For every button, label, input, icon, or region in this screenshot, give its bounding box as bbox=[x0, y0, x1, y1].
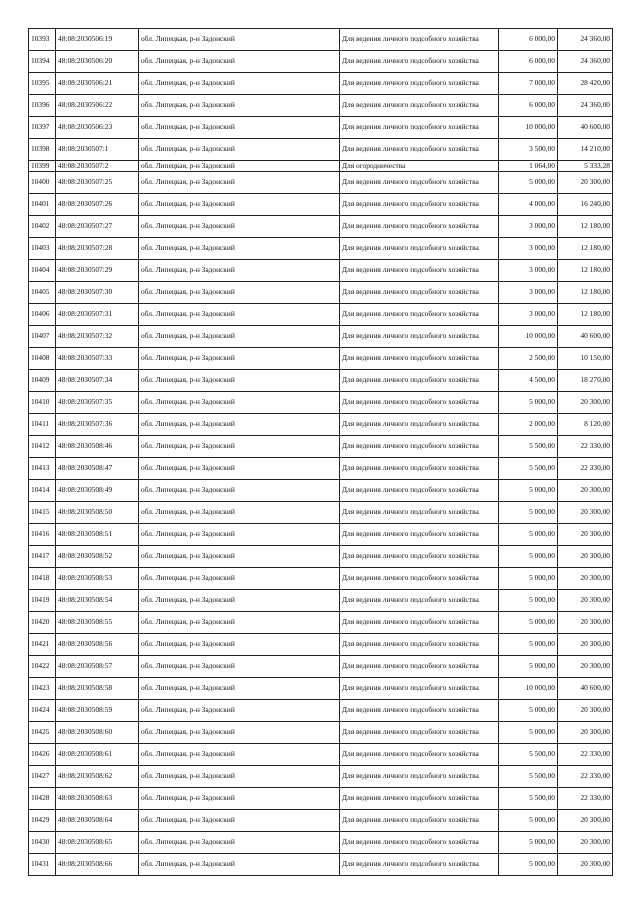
cadastral-value-cell: 40 600,00 bbox=[558, 326, 613, 348]
cadastral-number-cell: 48:08:2030506:20 bbox=[56, 51, 139, 73]
table-row bbox=[29, 744, 613, 766]
cadastral-value-cell: 28 420,00 bbox=[558, 73, 613, 95]
row-number-cell: 10427 bbox=[29, 766, 56, 788]
row-number-cell: 10406 bbox=[29, 304, 56, 326]
cadastral-number-cell: 48:08:2030508:46 bbox=[56, 436, 139, 458]
cadastral-number-cell: 48:08:2030508:63 bbox=[56, 788, 139, 810]
address-cell: обл. Липецкая, р-н Задонский bbox=[139, 524, 340, 546]
row-number-cell: 10414 bbox=[29, 480, 56, 502]
cadastral-value-cell: 8 120,00 bbox=[558, 414, 613, 436]
table-row bbox=[29, 502, 613, 524]
permitted-use-cell: Для ведения личного подсобного хозяйства bbox=[340, 832, 499, 854]
address-cell: обл. Липецкая, р-н Задонский bbox=[139, 744, 340, 766]
table-body bbox=[29, 29, 613, 876]
address-cell: обл. Липецкая, р-н Задонский bbox=[139, 502, 340, 524]
address-cell: обл. Липецкая, р-н Задонский bbox=[139, 700, 340, 722]
cadastral-number-cell: 48:08:2030507:35 bbox=[56, 392, 139, 414]
address-cell: обл. Липецкая, р-н Задонский bbox=[139, 612, 340, 634]
permitted-use-cell: Для ведения личного подсобного хозяйства bbox=[340, 238, 499, 260]
cadastral-value-cell: 20 300,00 bbox=[558, 832, 613, 854]
row-number-cell: 10413 bbox=[29, 458, 56, 480]
cadastral-value-cell: 20 300,00 bbox=[558, 634, 613, 656]
area-cell: 5 000,00 bbox=[499, 546, 558, 568]
cadastral-value-cell: 20 300,00 bbox=[558, 722, 613, 744]
area-cell: 5 000,00 bbox=[499, 480, 558, 502]
cadastral-number-cell: 48:08:2030508:53 bbox=[56, 568, 139, 590]
area-cell: 2 000,00 bbox=[499, 414, 558, 436]
address-cell: обл. Липецкая, р-н Задонский bbox=[139, 282, 340, 304]
address-cell: обл. Липецкая, р-н Задонский bbox=[139, 722, 340, 744]
permitted-use-cell: Для ведения личного подсобного хозяйства bbox=[340, 117, 499, 139]
table-row bbox=[29, 546, 613, 568]
table-row bbox=[29, 117, 613, 139]
row-number-cell: 10405 bbox=[29, 282, 56, 304]
cadastral-value-cell: 20 300,00 bbox=[558, 854, 613, 876]
row-number-cell: 10421 bbox=[29, 634, 56, 656]
permitted-use-cell: Для ведения личного подсобного хозяйства bbox=[340, 348, 499, 370]
area-cell: 4 500,00 bbox=[499, 370, 558, 392]
address-cell: обл. Липецкая, р-н Задонский bbox=[139, 326, 340, 348]
cadastral-value-cell: 20 300,00 bbox=[558, 392, 613, 414]
address-cell: обл. Липецкая, р-н Задонский bbox=[139, 51, 340, 73]
table-row bbox=[29, 139, 613, 161]
address-cell: обл. Липецкая, р-н Задонский bbox=[139, 480, 340, 502]
address-cell: обл. Липецкая, р-н Задонский bbox=[139, 788, 340, 810]
area-cell: 1 064,00 bbox=[499, 161, 558, 172]
row-number-cell: 10410 bbox=[29, 392, 56, 414]
permitted-use-cell: Для ведения личного подсобного хозяйства bbox=[340, 194, 499, 216]
address-cell: обл. Липецкая, р-н Задонский bbox=[139, 304, 340, 326]
area-cell: 3 500,00 bbox=[499, 139, 558, 161]
row-number-cell: 10401 bbox=[29, 194, 56, 216]
cadastral-number-cell: 48:08:2030506:21 bbox=[56, 73, 139, 95]
permitted-use-cell: Для ведения личного подсобного хозяйства bbox=[340, 810, 499, 832]
area-cell: 5 000,00 bbox=[499, 568, 558, 590]
address-cell: обл. Липецкая, р-н Задонский bbox=[139, 161, 340, 172]
cadastral-number-cell: 48:08:2030508:50 bbox=[56, 502, 139, 524]
cadastral-value-cell: 12 180,00 bbox=[558, 282, 613, 304]
cadastral-value-cell: 40 600,00 bbox=[558, 117, 613, 139]
address-cell: обл. Липецкая, р-н Задонский bbox=[139, 414, 340, 436]
address-cell: обл. Липецкая, р-н Задонский bbox=[139, 172, 340, 194]
row-number-cell: 10407 bbox=[29, 326, 56, 348]
cadastral-value-cell: 20 300,00 bbox=[558, 590, 613, 612]
address-cell: обл. Липецкая, р-н Задонский bbox=[139, 766, 340, 788]
cadastral-value-cell: 22 330,00 bbox=[558, 436, 613, 458]
cadastral-value-cell: 24 360,00 bbox=[558, 95, 613, 117]
permitted-use-cell: Для ведения личного подсобного хозяйства bbox=[340, 458, 499, 480]
table-row bbox=[29, 260, 613, 282]
permitted-use-cell: Для ведения личного подсобного хозяйства bbox=[340, 216, 499, 238]
cadastral-value-cell: 20 300,00 bbox=[558, 656, 613, 678]
area-cell: 10 000,00 bbox=[499, 326, 558, 348]
area-cell: 3 000,00 bbox=[499, 260, 558, 282]
permitted-use-cell: Для ведения личного подсобного хозяйства bbox=[340, 546, 499, 568]
cadastral-number-cell: 48:08:2030508:51 bbox=[56, 524, 139, 546]
permitted-use-cell: Для ведения личного подсобного хозяйства bbox=[340, 172, 499, 194]
row-number-cell: 10416 bbox=[29, 524, 56, 546]
table-row bbox=[29, 656, 613, 678]
table-row bbox=[29, 73, 613, 95]
row-number-cell: 10426 bbox=[29, 744, 56, 766]
address-cell: обл. Липецкая, р-н Задонский bbox=[139, 216, 340, 238]
area-cell: 3 000,00 bbox=[499, 282, 558, 304]
row-number-cell: 10417 bbox=[29, 546, 56, 568]
area-cell: 5 000,00 bbox=[499, 590, 558, 612]
area-cell: 3 000,00 bbox=[499, 238, 558, 260]
address-cell: обл. Липецкая, р-н Задонский bbox=[139, 634, 340, 656]
cadastral-value-cell: 14 210,00 bbox=[558, 139, 613, 161]
cadastral-value-cell: 22 330,00 bbox=[558, 766, 613, 788]
area-cell: 5 500,00 bbox=[499, 744, 558, 766]
permitted-use-cell: Для ведения личного подсобного хозяйства bbox=[340, 51, 499, 73]
cadastral-value-cell: 24 360,00 bbox=[558, 29, 613, 51]
cadastral-number-cell: 48:08:2030508:57 bbox=[56, 656, 139, 678]
cadastral-number-cell: 48:08:2030508:52 bbox=[56, 546, 139, 568]
cadastral-number-cell: 48:08:2030508:61 bbox=[56, 744, 139, 766]
row-number-cell: 10396 bbox=[29, 95, 56, 117]
cadastral-value-cell: 22 330,00 bbox=[558, 458, 613, 480]
table-row bbox=[29, 392, 613, 414]
area-cell: 4 000,00 bbox=[499, 194, 558, 216]
permitted-use-cell: Для ведения личного подсобного хозяйства bbox=[340, 73, 499, 95]
cadastral-number-cell: 48:08:2030507:33 bbox=[56, 348, 139, 370]
cadastral-value-cell: 20 300,00 bbox=[558, 480, 613, 502]
cadastral-number-cell: 48:08:2030508:59 bbox=[56, 700, 139, 722]
cadastral-number-cell: 48:08:2030508:64 bbox=[56, 810, 139, 832]
address-cell: обл. Липецкая, р-н Задонский bbox=[139, 568, 340, 590]
permitted-use-cell: Для ведения личного подсобного хозяйства bbox=[340, 436, 499, 458]
permitted-use-cell: Для ведения личного подсобного хозяйства bbox=[340, 392, 499, 414]
permitted-use-cell: Для ведения личного подсобного хозяйства bbox=[340, 414, 499, 436]
permitted-use-cell: Для ведения личного подсобного хозяйства bbox=[340, 260, 499, 282]
cadastral-number-cell: 48:08:2030507:1 bbox=[56, 139, 139, 161]
cadastral-value-cell: 20 300,00 bbox=[558, 700, 613, 722]
cadastral-number-cell: 48:08:2030508:49 bbox=[56, 480, 139, 502]
row-number-cell: 10412 bbox=[29, 436, 56, 458]
area-cell: 3 000,00 bbox=[499, 216, 558, 238]
row-number-cell: 10394 bbox=[29, 51, 56, 73]
permitted-use-cell: Для ведения личного подсобного хозяйства bbox=[340, 634, 499, 656]
address-cell: обл. Липецкая, р-н Задонский bbox=[139, 370, 340, 392]
area-cell: 6 000,00 bbox=[499, 29, 558, 51]
address-cell: обл. Липецкая, р-н Задонский bbox=[139, 29, 340, 51]
row-number-cell: 10408 bbox=[29, 348, 56, 370]
table-row bbox=[29, 832, 613, 854]
table-row bbox=[29, 51, 613, 73]
table-row bbox=[29, 612, 613, 634]
cadastral-number-cell: 48:08:2030508:60 bbox=[56, 722, 139, 744]
area-cell: 5 500,00 bbox=[499, 766, 558, 788]
row-number-cell: 10430 bbox=[29, 832, 56, 854]
row-number-cell: 10397 bbox=[29, 117, 56, 139]
cadastral-number-cell: 48:08:2030508:58 bbox=[56, 678, 139, 700]
cadastral-number-cell: 48:08:2030507:31 bbox=[56, 304, 139, 326]
table-row bbox=[29, 326, 613, 348]
row-number-cell: 10411 bbox=[29, 414, 56, 436]
table-row bbox=[29, 766, 613, 788]
table-row bbox=[29, 458, 613, 480]
row-number-cell: 10423 bbox=[29, 678, 56, 700]
cadastral-value-cell: 5 333,28 bbox=[558, 161, 613, 172]
cadastral-number-cell: 48:08:2030507:32 bbox=[56, 326, 139, 348]
permitted-use-cell: Для ведения личного подсобного хозяйства bbox=[340, 326, 499, 348]
cadastral-value-cell: 22 330,00 bbox=[558, 788, 613, 810]
table-row bbox=[29, 854, 613, 876]
area-cell: 5 000,00 bbox=[499, 392, 558, 414]
permitted-use-cell: Для ведения личного подсобного хозяйства bbox=[340, 700, 499, 722]
permitted-use-cell: Для ведения личного подсобного хозяйства bbox=[340, 590, 499, 612]
address-cell: обл. Липецкая, р-н Задонский bbox=[139, 117, 340, 139]
cadastral-number-cell: 48:08:2030507:28 bbox=[56, 238, 139, 260]
cadastral-value-cell: 10 150,00 bbox=[558, 348, 613, 370]
area-cell: 5 500,00 bbox=[499, 436, 558, 458]
table-row bbox=[29, 370, 613, 392]
address-cell: обл. Липецкая, р-н Задонский bbox=[139, 348, 340, 370]
cadastral-number-cell: 48:08:2030508:56 bbox=[56, 634, 139, 656]
permitted-use-cell: Для ведения личного подсобного хозяйства bbox=[340, 854, 499, 876]
cadastral-number-cell: 48:08:2030507:26 bbox=[56, 194, 139, 216]
permitted-use-cell: Для ведения личного подсобного хозяйства bbox=[340, 139, 499, 161]
row-number-cell: 10395 bbox=[29, 73, 56, 95]
cadastral-number-cell: 48:08:2030508:66 bbox=[56, 854, 139, 876]
area-cell: 3 000,00 bbox=[499, 304, 558, 326]
address-cell: обл. Липецкая, р-н Задонский bbox=[139, 95, 340, 117]
row-number-cell: 10398 bbox=[29, 139, 56, 161]
table-row bbox=[29, 194, 613, 216]
area-cell: 7 000,00 bbox=[499, 73, 558, 95]
row-number-cell: 10400 bbox=[29, 172, 56, 194]
cadastral-value-cell: 20 300,00 bbox=[558, 524, 613, 546]
cadastral-number-cell: 48:08:2030507:27 bbox=[56, 216, 139, 238]
cadastral-number-cell: 48:08:2030508:47 bbox=[56, 458, 139, 480]
permitted-use-cell: Для ведения личного подсобного хозяйства bbox=[340, 612, 499, 634]
cadastral-value-cell: 20 300,00 bbox=[558, 810, 613, 832]
address-cell: обл. Липецкая, р-н Задонский bbox=[139, 194, 340, 216]
address-cell: обл. Липецкая, р-н Задонский bbox=[139, 810, 340, 832]
table-row bbox=[29, 480, 613, 502]
table-row bbox=[29, 590, 613, 612]
area-cell: 2 500,00 bbox=[499, 348, 558, 370]
address-cell: обл. Липецкая, р-н Задонский bbox=[139, 656, 340, 678]
permitted-use-cell: Для ведения личного подсобного хозяйства bbox=[340, 524, 499, 546]
cadastral-value-cell: 24 360,00 bbox=[558, 51, 613, 73]
area-cell: 10 000,00 bbox=[499, 678, 558, 700]
cadastral-value-cell: 20 300,00 bbox=[558, 172, 613, 194]
row-number-cell: 10393 bbox=[29, 29, 56, 51]
cadastral-number-cell: 48:08:2030506:19 bbox=[56, 29, 139, 51]
table-row bbox=[29, 348, 613, 370]
row-number-cell: 10399 bbox=[29, 161, 56, 172]
table-row bbox=[29, 700, 613, 722]
cadastral-value-cell: 20 300,00 bbox=[558, 546, 613, 568]
cadastral-number-cell: 48:08:2030507:29 bbox=[56, 260, 139, 282]
cadastral-number-cell: 48:08:2030508:65 bbox=[56, 832, 139, 854]
permitted-use-cell: Для ведения личного подсобного хозяйства bbox=[340, 722, 499, 744]
table-row bbox=[29, 810, 613, 832]
area-cell: 5 000,00 bbox=[499, 832, 558, 854]
area-cell: 10 000,00 bbox=[499, 117, 558, 139]
address-cell: обл. Липецкая, р-н Задонский bbox=[139, 139, 340, 161]
row-number-cell: 10420 bbox=[29, 612, 56, 634]
table-row bbox=[29, 788, 613, 810]
address-cell: обл. Липецкая, р-н Задонский bbox=[139, 260, 340, 282]
address-cell: обл. Липецкая, р-н Задонский bbox=[139, 238, 340, 260]
table-row bbox=[29, 414, 613, 436]
cadastral-value-cell: 12 180,00 bbox=[558, 216, 613, 238]
area-cell: 5 000,00 bbox=[499, 722, 558, 744]
permitted-use-cell: Для ведения личного подсобного хозяйства bbox=[340, 502, 499, 524]
row-number-cell: 10431 bbox=[29, 854, 56, 876]
permitted-use-cell: Для ведения личного подсобного хозяйства bbox=[340, 282, 499, 304]
area-cell: 5 000,00 bbox=[499, 524, 558, 546]
row-number-cell: 10419 bbox=[29, 590, 56, 612]
cadastral-value-cell: 20 300,00 bbox=[558, 568, 613, 590]
row-number-cell: 10403 bbox=[29, 238, 56, 260]
area-cell: 5 000,00 bbox=[499, 700, 558, 722]
area-cell: 5 000,00 bbox=[499, 854, 558, 876]
table-row bbox=[29, 238, 613, 260]
area-cell: 6 000,00 bbox=[499, 51, 558, 73]
address-cell: обл. Липецкая, р-н Задонский bbox=[139, 832, 340, 854]
area-cell: 5 500,00 bbox=[499, 788, 558, 810]
cadastral-number-cell: 48:08:2030507:25 bbox=[56, 172, 139, 194]
permitted-use-cell: Для огородничества bbox=[340, 161, 499, 172]
permitted-use-cell: Для ведения личного подсобного хозяйства bbox=[340, 568, 499, 590]
row-number-cell: 10402 bbox=[29, 216, 56, 238]
permitted-use-cell: Для ведения личного подсобного хозяйства bbox=[340, 656, 499, 678]
cadastral-number-cell: 48:08:2030506:23 bbox=[56, 117, 139, 139]
permitted-use-cell: Для ведения личного подсобного хозяйства bbox=[340, 766, 499, 788]
cadastral-value-cell: 40 600,00 bbox=[558, 678, 613, 700]
cadastral-value-cell: 12 180,00 bbox=[558, 304, 613, 326]
address-cell: обл. Липецкая, р-н Задонский bbox=[139, 436, 340, 458]
table-row bbox=[29, 161, 613, 172]
table-row bbox=[29, 304, 613, 326]
address-cell: обл. Липецкая, р-н Задонский bbox=[139, 854, 340, 876]
area-cell: 5 000,00 bbox=[499, 172, 558, 194]
area-cell: 5 000,00 bbox=[499, 810, 558, 832]
permitted-use-cell: Для ведения личного подсобного хозяйства bbox=[340, 29, 499, 51]
row-number-cell: 10415 bbox=[29, 502, 56, 524]
area-cell: 6 000,00 bbox=[499, 95, 558, 117]
table-row bbox=[29, 95, 613, 117]
table-row bbox=[29, 216, 613, 238]
cadastral-number-cell: 48:08:2030507:30 bbox=[56, 282, 139, 304]
cadastral-value-cell: 16 240,00 bbox=[558, 194, 613, 216]
area-cell: 5 000,00 bbox=[499, 634, 558, 656]
cadastral-number-cell: 48:08:2030508:54 bbox=[56, 590, 139, 612]
cadastral-value-cell: 22 330,00 bbox=[558, 744, 613, 766]
table-row bbox=[29, 29, 613, 51]
cadastral-number-cell: 48:08:2030507:2 bbox=[56, 161, 139, 172]
row-number-cell: 10422 bbox=[29, 656, 56, 678]
row-number-cell: 10418 bbox=[29, 568, 56, 590]
row-number-cell: 10428 bbox=[29, 788, 56, 810]
table-row bbox=[29, 524, 613, 546]
address-cell: обл. Липецкая, р-н Задонский bbox=[139, 458, 340, 480]
land-plot-table bbox=[28, 28, 613, 876]
cadastral-number-cell: 48:08:2030508:62 bbox=[56, 766, 139, 788]
cadastral-value-cell: 20 300,00 bbox=[558, 502, 613, 524]
cadastral-value-cell: 12 180,00 bbox=[558, 260, 613, 282]
area-cell: 5 000,00 bbox=[499, 656, 558, 678]
permitted-use-cell: Для ведения личного подсобного хозяйства bbox=[340, 370, 499, 392]
permitted-use-cell: Для ведения личного подсобного хозяйства bbox=[340, 304, 499, 326]
cadastral-number-cell: 48:08:2030507:36 bbox=[56, 414, 139, 436]
cadastral-number-cell: 48:08:2030508:55 bbox=[56, 612, 139, 634]
area-cell: 5 500,00 bbox=[499, 458, 558, 480]
address-cell: обл. Липецкая, р-н Задонский bbox=[139, 678, 340, 700]
cadastral-value-cell: 20 300,00 bbox=[558, 612, 613, 634]
table-row bbox=[29, 172, 613, 194]
cadastral-number-cell: 48:08:2030506:22 bbox=[56, 95, 139, 117]
table-row bbox=[29, 436, 613, 458]
row-number-cell: 10409 bbox=[29, 370, 56, 392]
table-row bbox=[29, 568, 613, 590]
row-number-cell: 10429 bbox=[29, 810, 56, 832]
row-number-cell: 10425 bbox=[29, 722, 56, 744]
cadastral-value-cell: 12 180,00 bbox=[558, 238, 613, 260]
address-cell: обл. Липецкая, р-н Задонский bbox=[139, 546, 340, 568]
table-row bbox=[29, 722, 613, 744]
permitted-use-cell: Для ведения личного подсобного хозяйства bbox=[340, 480, 499, 502]
cadastral-value-cell: 18 270,00 bbox=[558, 370, 613, 392]
address-cell: обл. Липецкая, р-н Задонский bbox=[139, 590, 340, 612]
address-cell: обл. Липецкая, р-н Задонский bbox=[139, 73, 340, 95]
table-row bbox=[29, 634, 613, 656]
area-cell: 5 000,00 bbox=[499, 502, 558, 524]
permitted-use-cell: Для ведения личного подсобного хозяйства bbox=[340, 744, 499, 766]
area-cell: 5 000,00 bbox=[499, 612, 558, 634]
address-cell: обл. Липецкая, р-н Задонский bbox=[139, 392, 340, 414]
permitted-use-cell: Для ведения личного подсобного хозяйства bbox=[340, 678, 499, 700]
row-number-cell: 10404 bbox=[29, 260, 56, 282]
cadastral-number-cell: 48:08:2030507:34 bbox=[56, 370, 139, 392]
table-row bbox=[29, 282, 613, 304]
permitted-use-cell: Для ведения личного подсобного хозяйства bbox=[340, 788, 499, 810]
table-row bbox=[29, 678, 613, 700]
row-number-cell: 10424 bbox=[29, 700, 56, 722]
permitted-use-cell: Для ведения личного подсобного хозяйства bbox=[340, 95, 499, 117]
